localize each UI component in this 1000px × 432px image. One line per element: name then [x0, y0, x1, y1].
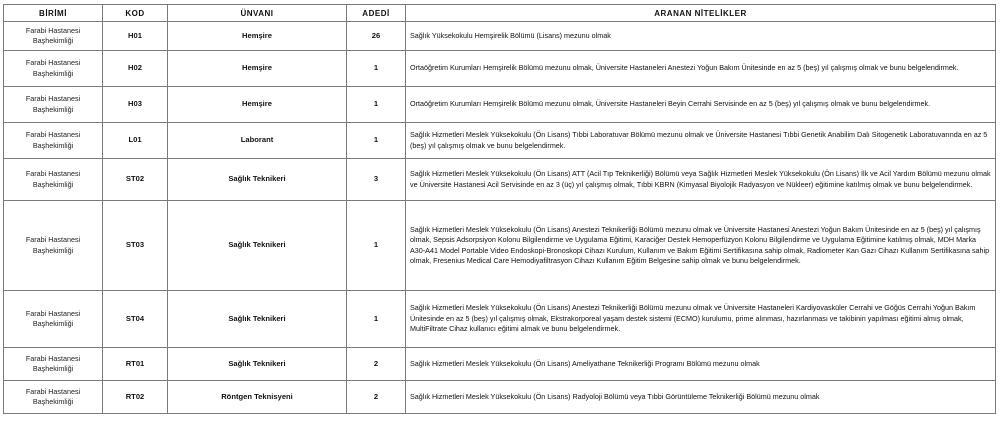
- title-cell: Sağlık Teknikeri: [168, 348, 347, 381]
- count-cell: 2: [347, 348, 406, 381]
- title-cell: Sağlık Teknikeri: [168, 159, 347, 201]
- unit-cell: Farabi Hastanesi Başhekimliği: [4, 123, 103, 159]
- code-cell: H03: [103, 87, 168, 123]
- table-row: [4, 348, 996, 381]
- header-unit: BİRİMİ: [4, 5, 103, 22]
- title-cell: Laborant: [168, 123, 347, 159]
- requirements-cell: Sağlık Hizmetleri Meslek Yüksekokulu (Ön Lisans) Anestezi Teknikerliği Bölümü mezunu olmak ve Üniversite Hastaneleri Kardiyovasküler Cerrahi ve Göğüs Cerrahi Yoğun Bakım Ünitesinde en az 5 (beş) yıl çalışmış olmak, Ekstrakorporeal yaşam destek sistemi (ECMO) kurulumu, prime alınması, hazırlanması ve takibinin yapılması eğitimi almış olmak, MultiFiltrate Cihaz kullanıcı eğitimi almak ve bunu belgelendirmek.: [406, 291, 996, 348]
- code-cell: RT02: [103, 381, 168, 414]
- requirements-cell: Sağlık Hizmetleri Meslek Yüksekokulu (Ön Lisans) Tıbbi Laboratuvar Bölümü mezunu olmak ve Üniversite Hastanesi Tıbbi Genetik Anabilim Dalı Sitogenetik Laboratuvarında en az 5 (beş) yıl çalışmış olmak ve bunu belgelendirmek.: [406, 123, 996, 159]
- requirements-cell: Sağlık Hizmetleri Meslek Yüksekokulu (Ön Lisans) ATT (Acil Tıp Teknikerliği) Bölümü veya Sağlık Hizmetleri Meslek Yüksekokulu (Ön Lisans) İlk ve Acil Yardım Bölümü mezunu olmak ve Üniversite Hastanesi Acil Servisinde en az 3 (üç) yıl çalışmış olmak, Tıbbi KBRN (Kimyasal Biyolojik Radyasyon ve Nükleer) eğitimine katılmış olmak ve bunu belgelendirmek.: [406, 159, 996, 201]
- count-cell: 26: [347, 22, 406, 51]
- table-row: [4, 22, 996, 51]
- title-cell: Röntgen Teknisyeni: [168, 381, 347, 414]
- code-cell: H01: [103, 22, 168, 51]
- table-row: [4, 123, 996, 159]
- table-row: [4, 201, 996, 291]
- unit-cell: Farabi Hastanesi Başhekimliği: [4, 87, 103, 123]
- unit-cell: Farabi Hastanesi Başhekimliği: [4, 201, 103, 291]
- header-code: KOD: [103, 5, 168, 22]
- unit-cell: Farabi Hastanesi Başhekimliği: [4, 348, 103, 381]
- count-cell: 1: [347, 291, 406, 348]
- table-row: [4, 291, 996, 348]
- count-cell: 1: [347, 123, 406, 159]
- requirements-cell: Sağlık Hizmetleri Meslek Yüksekokulu (Ön Lisans) Radyoloji Bölümü veya Tıbbi Görüntüleme Teknikerliği Bölümü mezunu olmak: [406, 381, 996, 414]
- requirements-cell: Ortaöğretim Kurumları Hemşirelik Bölümü mezunu olmak, Üniversite Hastaneleri Beyin Cerrahi Servisinde en az 5 (beş) yıl çalışmış olmak ve bunu belgelendirmek.: [406, 87, 996, 123]
- table-row: [4, 87, 996, 123]
- table-row: [4, 159, 996, 201]
- title-cell: Sağlık Teknikeri: [168, 201, 347, 291]
- title-cell: Hemşire: [168, 22, 347, 51]
- positions-table: [3, 4, 996, 414]
- requirements-cell: Sağlık Hizmetleri Meslek Yüksekokulu (Ön Lisans) Anestezi Teknikerliği Bölümü mezunu olmak ve Üniversite Hastanesi Anestezi Yoğun Bakım Ünitesinde en az 5 (beş) yıl çalışmış olmak, Sepsis Adsorpsiyon Kolonu Bilgilendirme ve Uygulama Eğitimi, Karaciğer Destek Hemoperfüzyon Kolonu Bilgilendirme ve Uygulama Eğitimine katılmış olmak, MDH Marka A30-A41 Model Portable Video Endoskopi-Bronoskopi Cihazı Kurulum, Kullanım ve Bakım Eğitimi Sertifikasına sahip olmak, Radiometer Kan Gazı Cihazı Kullanım Sertifikasına sahip olmak, Fresenius Medical Care Hemodiyafiltrasyon Cihazı Kullanım Eğitim Belgesine sahip olmak ve bunu belgelendirmek.: [406, 201, 996, 291]
- requirements-cell: Ortaöğretim Kurumları Hemşirelik Bölümü mezunu olmak, Üniversite Hastaneleri Anestezi Yoğun Bakım Ünitesinde en az 5 (beş) yıl çalışmış olmak ve bunu belgelendirmek.: [406, 51, 996, 87]
- unit-cell: Farabi Hastanesi Başhekimliği: [4, 51, 103, 87]
- code-cell: L01: [103, 123, 168, 159]
- title-cell: Sağlık Teknikeri: [168, 291, 347, 348]
- title-cell: Hemşire: [168, 51, 347, 87]
- count-cell: 1: [347, 51, 406, 87]
- title-cell: Hemşire: [168, 87, 347, 123]
- unit-cell: Farabi Hastanesi Başhekimliği: [4, 159, 103, 201]
- count-cell: 1: [347, 87, 406, 123]
- header-requirements: ARANAN NİTELİKLER: [406, 5, 996, 22]
- code-cell: ST03: [103, 201, 168, 291]
- table-row: [4, 51, 996, 87]
- count-cell: 3: [347, 159, 406, 201]
- code-cell: RT01: [103, 348, 168, 381]
- code-cell: ST04: [103, 291, 168, 348]
- requirements-cell: Sağlık Yüksekokulu Hemşirelik Bölümü (Lisans) mezunu olmak: [406, 22, 996, 51]
- unit-cell: Farabi Hastanesi Başhekimliği: [4, 22, 103, 51]
- code-cell: ST02: [103, 159, 168, 201]
- count-cell: 1: [347, 201, 406, 291]
- unit-cell: Farabi Hastanesi Başhekimliği: [4, 381, 103, 414]
- unit-cell: Farabi Hastanesi Başhekimliği: [4, 291, 103, 348]
- count-cell: 2: [347, 381, 406, 414]
- code-cell: H02: [103, 51, 168, 87]
- table-row: [4, 381, 996, 414]
- header-title: ÜNVANI: [168, 5, 347, 22]
- requirements-cell: Sağlık Hizmetleri Meslek Yüksekokulu (Ön Lisans) Ameliyathane Teknikerliği Programı Bölümü mezunu olmak: [406, 348, 996, 381]
- table-header-row: [4, 5, 996, 22]
- header-count: ADEDİ: [347, 5, 406, 22]
